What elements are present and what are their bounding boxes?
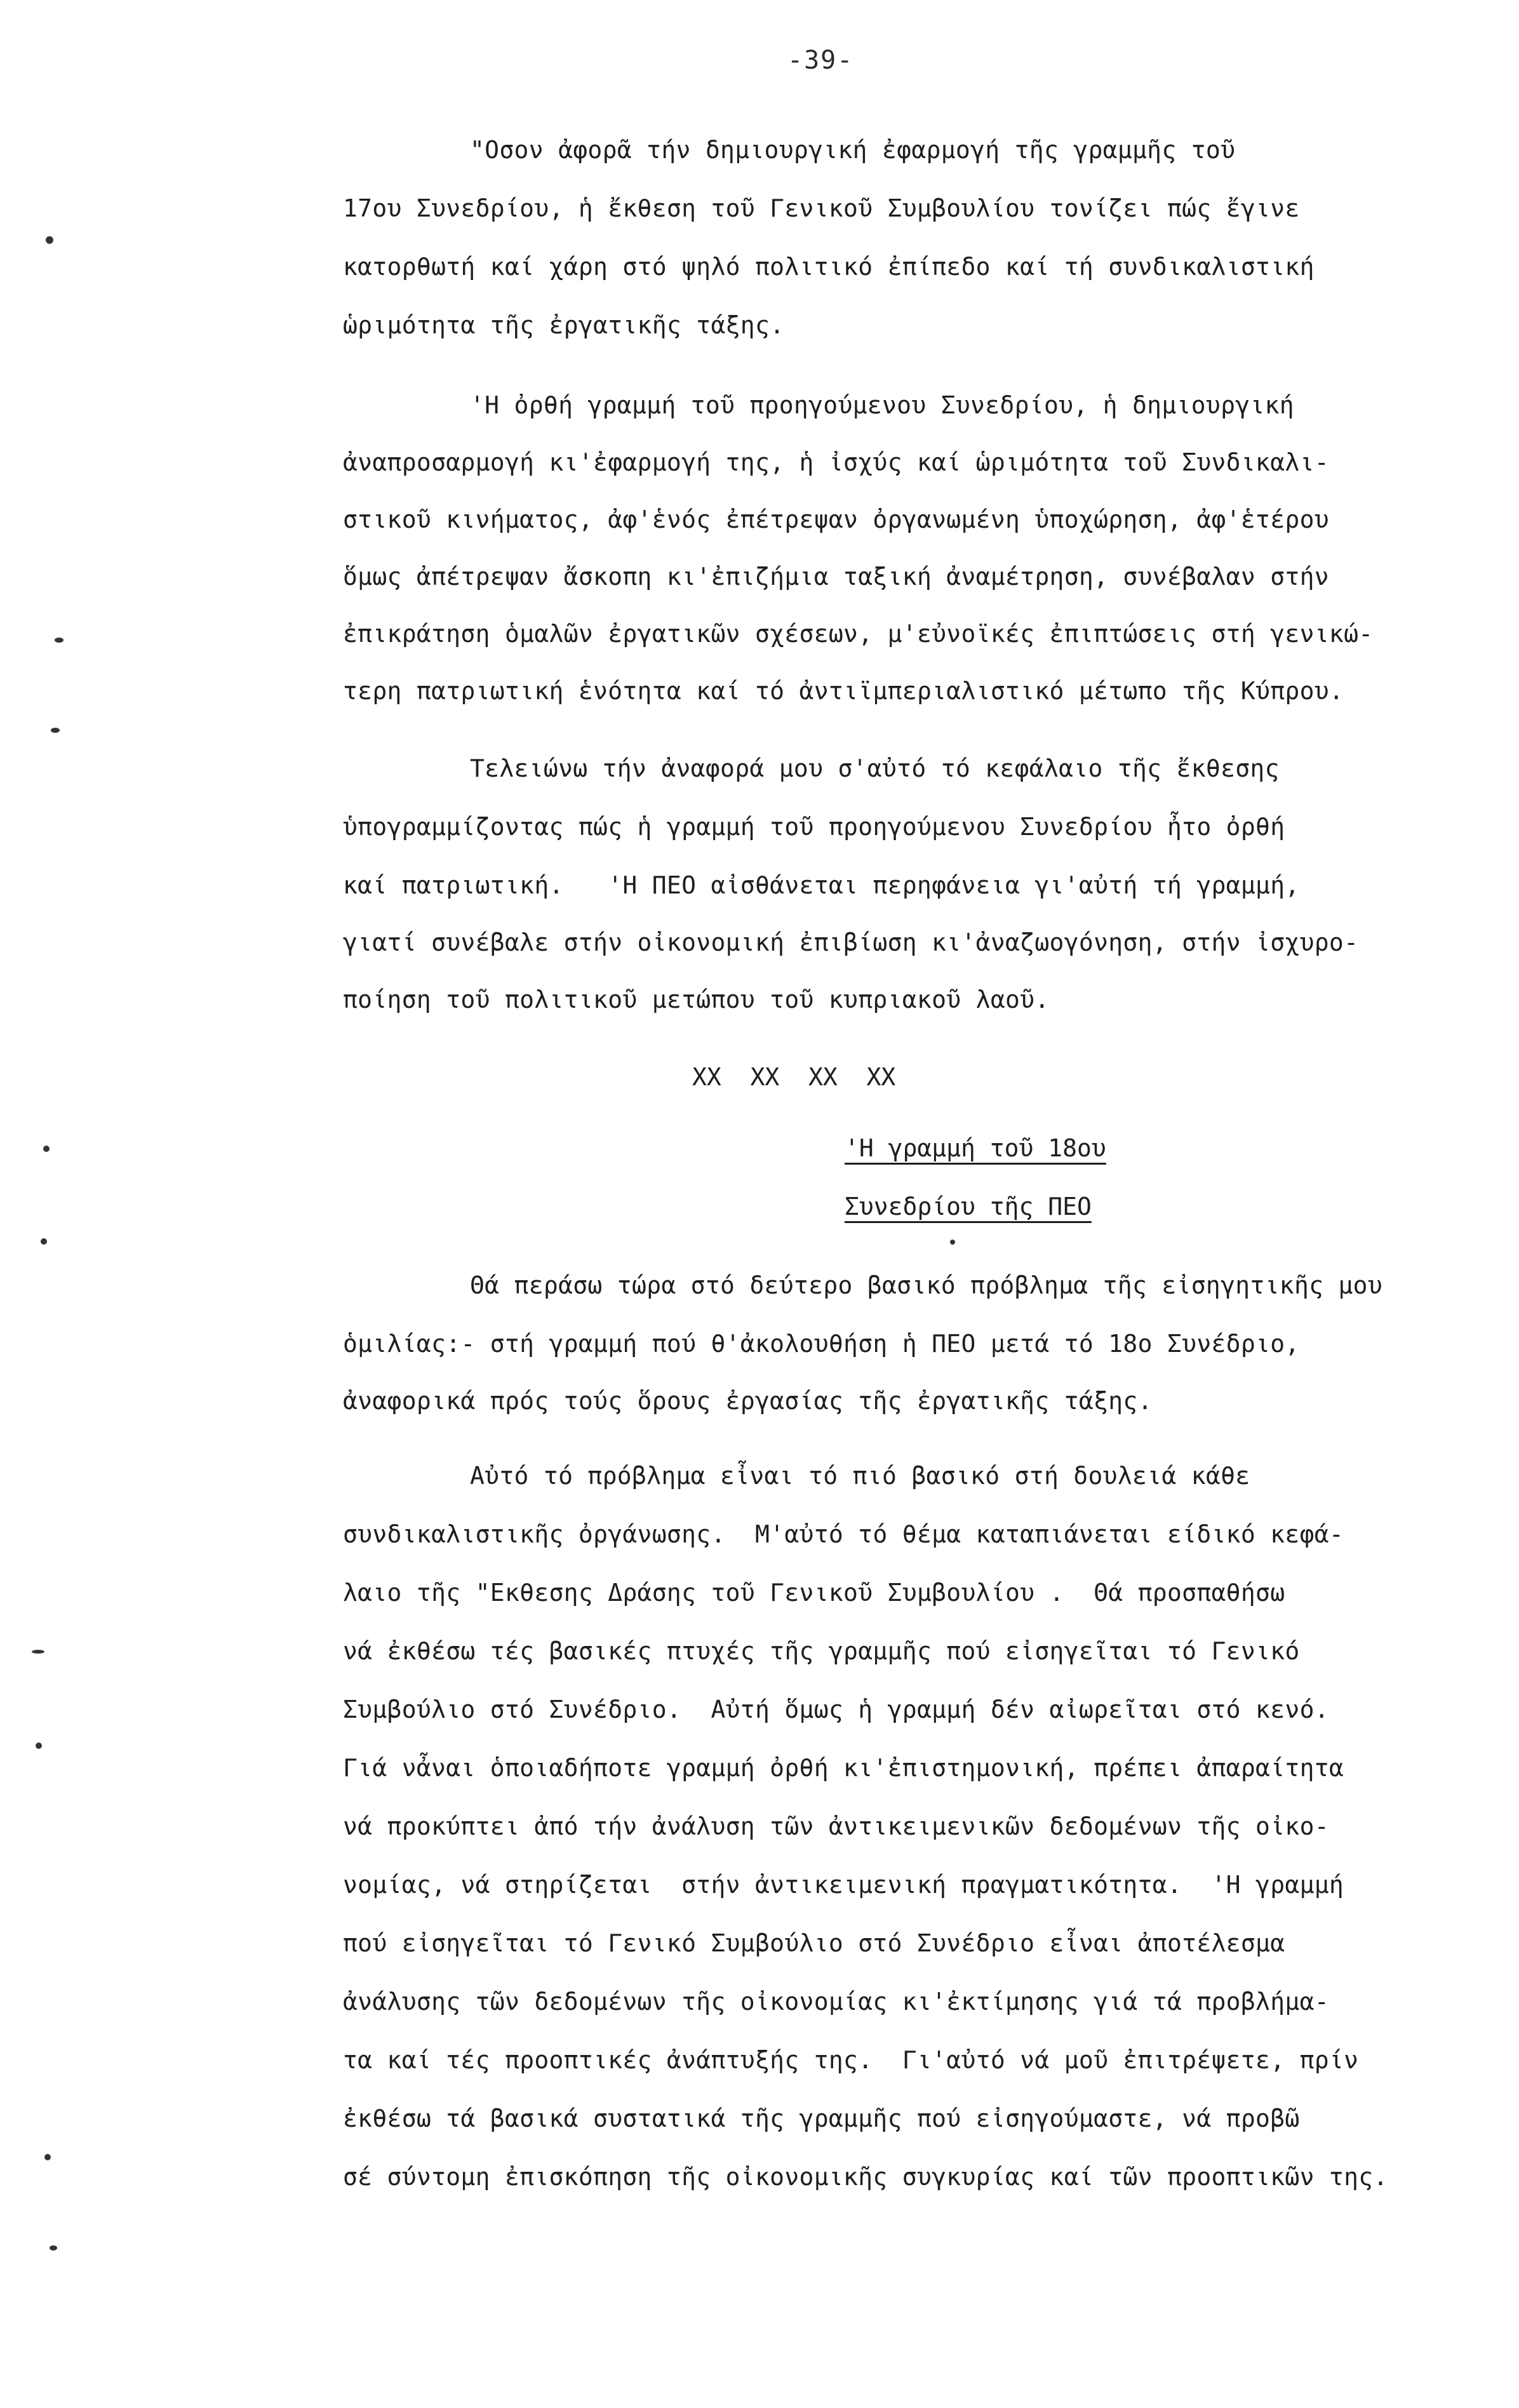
paragraph-5-line-12: ἐκθέσω τά βασικά συστατικά τῆς γραμμῆς πού εἰσηγούμαστε, νά προβῶ [343,2104,1300,2132]
scan-speck [32,1650,44,1654]
paragraph-5-line-3: λαιο τῆς "Εκθεσης Δράσης τοῦ Γενικοῦ Συμβουλίου . Θά προσπαθήσω [343,1579,1285,1607]
scan-speck [41,1238,47,1245]
paragraph-3-line-4: γιατί συνέβαλε στήν οἰκονομική ἐπιβίωση κι'ἀναζωογόνηση, στήν ἰσχυρο- [343,928,1359,956]
scan-speck [51,728,60,733]
paragraph-3-line-3: καί πατριωτική. 'Η ΠΕΟ αἰσθάνεται περηφάνεια γι'αὐτή τή γραμμή, [343,871,1300,899]
paragraph-5-line-1: Αὐτό τό πρόβλημα εἶναι τό πιό βασικό στή δουλειά κάθε [470,1462,1250,1490]
paragraph-1-line-2: 17ου Συνεδρίου, ἡ ἔκθεση τοῦ Γενικοῦ Συμβουλίου τονίζει πώς ἔγινε [343,194,1300,222]
paragraph-5-line-10: ἀνάλυσης τῶν δεδομένων τῆς οἰκονομίας κι'ἐκτίμησης γιά τά προβλήμα- [343,1988,1329,2016]
scan-speck [950,1240,955,1245]
scan-speck [36,1742,42,1749]
scan-speck [44,2154,51,2160]
paragraph-5-line-8: νομίας, νά στηρίζεται στήν ἀντικειμενική πραγματικότητα. 'Η γραμμή [343,1871,1344,1899]
paragraph-1-line-4: ὡριμότητα τῆς ἐργατικῆς τάξης. [343,311,785,339]
paragraph-5-line-4: νά ἐκθέσω τές βασικές πτυχές τῆς γραμμῆς πού εἰσηγεῖται τό Γενικό [343,1637,1300,1665]
paragraph-5-line-5: Συμβούλιο στό Συνέδριο. Αὐτή ὅμως ἡ γραμμή δέν αἰωρεῖται στό κενό. [343,1696,1329,1723]
paragraph-5-line-11: τα καί τές προοπτικές ἀνάπτυξής της. Γι'αὐτό νά μοῦ ἐπιτρέψετε, πρίν [343,2046,1359,2074]
paragraph-2-line-3: στικοῦ κινήματος, ἀφ'ἑνός ἐπέτρεψαν ὀργανωμένη ὑποχώρηση, ἀφ'ἑτέρου [343,505,1329,533]
page-number: -39- [787,46,854,75]
paragraph-3-line-1: Τελειώνω τήν ἀναφορά μου σ'αὐτό τό κεφάλαιο τῆς ἔκθεσης [470,754,1280,782]
paragraph-4-line-2: ὁμιλίας:- στή γραμμή πού θ'ἀκολουθήση ἡ ΠΕΟ μετά τό 18ο Συνέδριο, [343,1330,1300,1358]
paragraph-3-line-5: ποίηση τοῦ πολιτικοῦ μετώπου τοῦ κυπριακοῦ λαοῦ. [343,986,1050,1013]
section-heading-line-1: 'Η γραμμή τοῦ 18ου [845,1134,1106,1162]
scan-speck [43,1146,50,1152]
paragraph-5-line-2: συνδικαλιστικῆς ὀργάνωσης. Μ'αὐτό τό θέμα καταπιάνεται είδικό κεφά- [343,1520,1344,1548]
paragraph-5-line-7: νά προκύπτει ἀπό τήν ἀνάλυση τῶν ἀντικειμενικῶν δεδομένων τῆς οἰκο- [343,1812,1329,1840]
paragraph-2-line-4: ὅμως ἀπέτρεψαν ἄσκοπη κι'ἐπιζήμια ταξική ἀναμέτρηση, συνέβαλαν στήν [343,563,1329,591]
paragraph-2-line-5: ἐπικράτηση ὁμαλῶν ἐργατικῶν σχέσεων, μ'εὐνοϊκές ἐπιπτώσεις στή γενικώ- [343,620,1374,648]
section-separator: XX XX XX XX [692,1063,896,1091]
paragraph-3-line-2: ὑπογραμμίζοντας πώς ἡ γραμμή τοῦ προηγούμενου Συνεδρίου ἦτο ὀρθή [343,813,1285,841]
paragraph-1-line-1: "Οσον ἀφορᾶ τήν δημιουργική ἐφαρμογή τῆς γραμμῆς τοῦ [470,136,1236,164]
section-heading-line-2: Συνεδρίου τῆς ΠΕΟ [845,1193,1092,1221]
paragraph-4-line-1: Θά περάσω τώρα στό δεύτερο βασικό πρόβλημα τῆς εἰσηγητικῆς μου [470,1271,1383,1299]
scan-speck [46,236,53,244]
scan-speck [50,2245,57,2251]
paragraph-5-line-9: πού εἰσηγεῖται τό Γενικό Συμβούλιο στό Συνέδριο εἶναι ἀποτέλεσμα [343,1929,1285,1957]
paragraph-4-line-3: ἀναφορικά πρός τούς ὅρους ἐργασίας τῆς ἐργατικῆς τάξης. [343,1387,1153,1415]
paragraph-2-line-1: 'Η ὀρθή γραμμή τοῦ προηγούμενου Συνεδρίου, ἡ δημιουργική [470,391,1294,419]
scan-speck [55,638,64,643]
paragraph-5-line-13: σέ σύντομη ἐπισκόπηση τῆς οἰκονομικῆς συγκυρίας καί τῶν προοπτικῶν της. [343,2163,1388,2191]
paragraph-1-line-3: κατορθωτή καί χάρη στό ψηλό πολιτικό ἐπίπεδο καί τή συνδικαλιστική [343,253,1315,281]
paragraph-5-line-6: Γιά νἆναι ὁποιαδήποτε γραμμή ὀρθή κι'ἐπιστημονική, πρέπει ἀπαραίτητα [343,1754,1344,1782]
paragraph-2-line-2: ἀναπροσαρμογή κι'ἐφαρμογή της, ἡ ἰσχύς καί ὡριμότητα τοῦ Συνδικαλι- [343,448,1329,476]
paragraph-2-line-6: τερη πατριωτική ἑνότητα καί τό ἀντιϊμπεριαλιστικό μέτωπο τῆς Κύπρου. [343,677,1344,705]
